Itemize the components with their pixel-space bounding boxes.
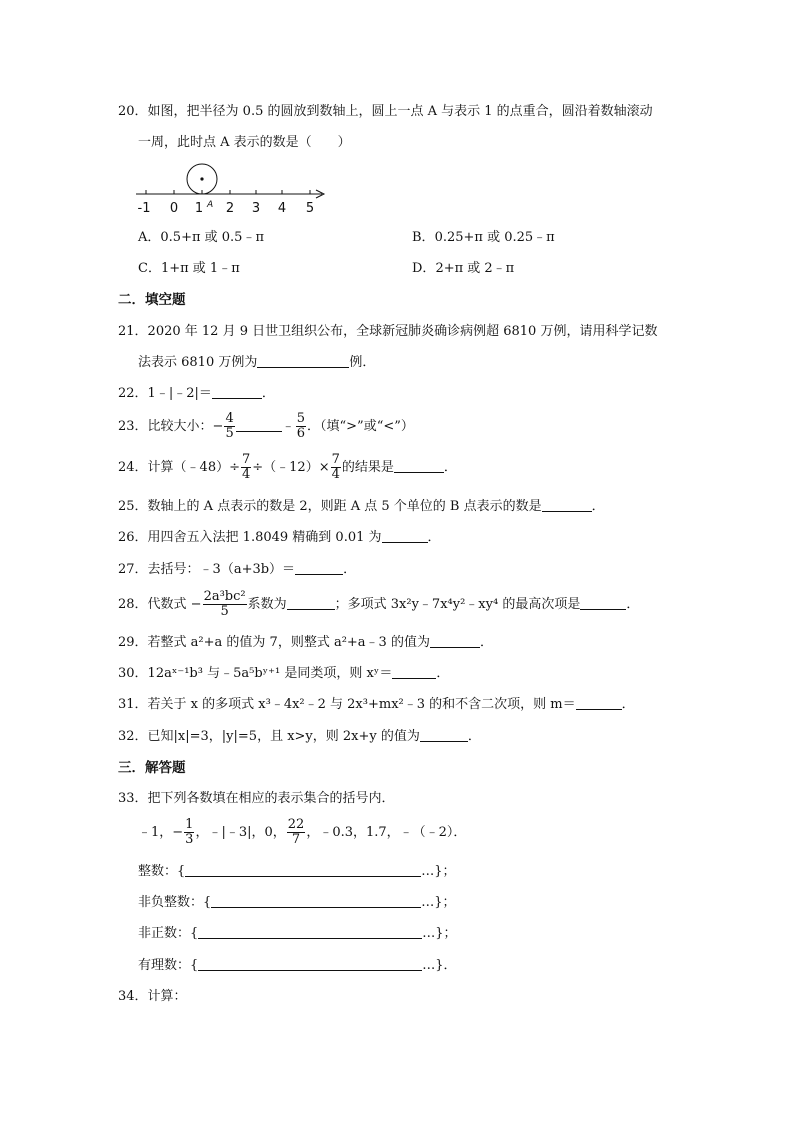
answer-blank[interactable] xyxy=(392,666,436,679)
number-line-figure xyxy=(132,160,332,216)
tick-label: 1 xyxy=(194,201,204,216)
tick-label: 2 xyxy=(225,201,235,216)
q29: 29．若整式 a²+a 的值为 7，则整式 a²+a﹣3 的值为 ． xyxy=(118,635,493,650)
q25: 25．数轴上的 A 点表示的数是 2，则距 A 点 5 个单位的 B 点表示的数是 ． xyxy=(118,499,605,514)
q23: 23．比较大小：− $\frac{4}{5}$ ﹣ $\frac{5}{6}$ ．（填“>”或“<”） xyxy=(118,411,414,441)
tick-label: 5 xyxy=(305,201,315,216)
answer-blank[interactable] xyxy=(198,958,422,971)
tick-label: -1 xyxy=(137,201,151,216)
set-rational: 有理数：{ …}． xyxy=(138,958,457,973)
answer-blank[interactable] xyxy=(198,926,422,939)
answer-blank[interactable] xyxy=(211,895,421,908)
q32: 32．已知|x|=3，|y|=5，且 x>y，则 2x+y 的值为 ． xyxy=(118,729,481,744)
answer-blank[interactable] xyxy=(257,355,349,368)
q33-line1: 33．把下列各数填在相应的表示集合的括号内． xyxy=(118,791,395,806)
point-a-label: A xyxy=(207,200,214,210)
answer-blank[interactable] xyxy=(542,499,592,512)
answer-blank[interactable] xyxy=(382,530,428,543)
q21-line1: 21．2020 年 12 月 9 日世卫组织公布，全球新冠肺炎确诊病例超 6810 万例，请用科学记数 xyxy=(118,324,658,339)
answer-blank[interactable] xyxy=(295,562,343,575)
answer-blank[interactable] xyxy=(287,597,335,610)
q26: 26．用四舍五入法把 1.8049 精确到 0.01 为 ． xyxy=(118,530,441,545)
answer-blank[interactable] xyxy=(430,635,480,648)
option-a[interactable]: A．0.5+π 或 0.5﹣π xyxy=(138,230,264,245)
q31: 31．若关于 x 的多项式 x³﹣4x²﹣2 与 2x³+mx²﹣3 的和不含二次项，则 m＝ ． xyxy=(118,697,635,712)
section-heading: 二．填空题 xyxy=(118,292,186,308)
q30: 30．12aˣ⁻¹b³ 与﹣5a⁵bʸ⁺¹ 是同类项，则 xʸ＝ ． xyxy=(118,666,450,681)
tick-label: 3 xyxy=(251,201,261,216)
q34: 34．计算： xyxy=(118,989,187,1004)
q22: 22．1﹣|﹣2|＝ ． xyxy=(118,386,275,401)
answer-blank[interactable] xyxy=(394,460,444,473)
answer-blank[interactable] xyxy=(580,597,626,610)
q20-line2: 一周，此时点 A 表示的数是（ ） xyxy=(138,135,351,150)
answer-blank[interactable] xyxy=(212,386,262,399)
option-b[interactable]: B．0.25+π 或 0.25﹣π xyxy=(412,230,555,245)
q28: 28．代数式 − $\frac{\text{2a³bc²}}{5}$ 系数为 ；多项式 3x²y﹣7x⁴y²﹣xy⁴ 的最高次项是 ． xyxy=(118,589,640,619)
set-nonnegative-integers: 非负整数：{ …}； xyxy=(138,895,456,910)
option-c[interactable]: C．1+π 或 1﹣π xyxy=(138,261,240,276)
answer-blank[interactable] xyxy=(420,729,468,742)
q27: 27．去括号：﹣3（a+3b）＝ ． xyxy=(118,562,357,577)
set-integers: 整数：{ …}； xyxy=(138,864,456,879)
q33-numbers: ﹣1，− $\frac{1}{3}$ ，﹣|﹣3|，0， $\frac{22}{7}$ ，﹣0.3，1.7，﹣（﹣2）． xyxy=(138,817,467,847)
tick-label: 4 xyxy=(277,201,287,216)
q20-line1: 20．如图，把半径为 0.5 的圆放到数轴上，圆上一点 A 与表示 1 的点重合，圆沿着数轴滚动 xyxy=(118,104,653,119)
section-heading: 三．解答题 xyxy=(118,760,186,776)
q21-line2: 法表示 6810 万例为 例． xyxy=(138,355,376,370)
tick-label: 0 xyxy=(169,201,179,216)
set-nonpositive: 非正数：{ …}； xyxy=(138,926,457,941)
answer-blank[interactable] xyxy=(576,697,622,710)
option-d[interactable]: D．2+π 或 2﹣π xyxy=(412,261,515,276)
q24: 24．计算（﹣48）÷ $\frac{7}{4}$ ÷（﹣12）× $\frac{7}{4}$ 的结果是 ． xyxy=(118,452,457,482)
circle-center xyxy=(200,177,203,180)
answer-blank[interactable] xyxy=(185,864,421,877)
answer-blank[interactable] xyxy=(236,419,282,432)
